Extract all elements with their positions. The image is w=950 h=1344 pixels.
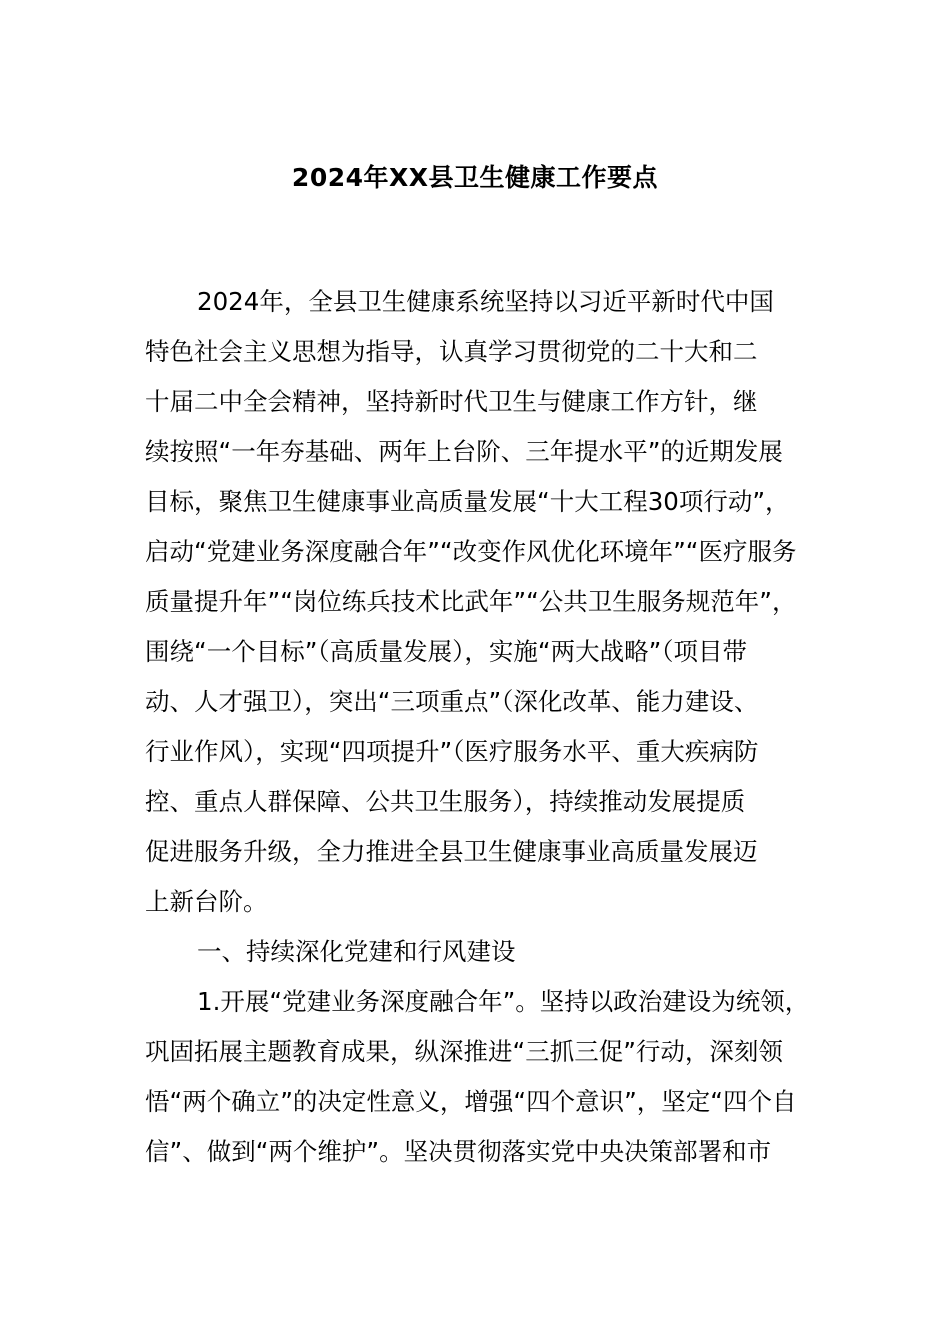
text-line: 动、人才强卫），突出“三项重点”（深化改革、能力建设、 [145,687,759,716]
section-heading: 一、持续深化党建和行风建设 [197,937,516,966]
document-title: 2024年XX县卫生健康工作要点 [291,163,659,192]
text-line: 悟“两个确立”的决定性意义，增强“四个意识”，坚定“四个自 [145,1087,797,1116]
text-line: 信”、做到“两个维护”。坚决贯彻落实党中央决策部署和市 [145,1137,772,1166]
text-line: 质量提升年”“岗位练兵技术比武年”“公共卫生服务规范年”， [145,587,797,616]
text-line: 促进服务升级，全力推进全县卫生健康事业高质量发展迈 [145,837,758,866]
text-line: 特色社会主义思想为指导，认真学习贯彻党的二十大和二 [145,337,758,366]
text-line: 控、重点人群保障、公共卫生服务），持续推动发展提质 [145,787,746,816]
text-line: 续按照“一年夯基础、两年上台阶、三年提水平”的近期发展 [145,437,783,466]
text-line: 十届二中全会精神，坚持新时代卫生与健康工作方针，继 [145,387,758,416]
text-line: 围绕“一个目标”（高质量发展），实施“两大战略”（项目带 [145,637,748,666]
text-line: 巩固拓展主题教育成果，纵深推进“三抓三促”行动，深刻领 [145,1037,783,1066]
text-line: 上新台阶。 [145,887,268,916]
document-body [145,282,835,1182]
text-line: 行业作风），实现“四项提升”（医疗服务水平、重大疾病防 [145,737,759,766]
text-line: 目标，聚焦卫生健康事业高质量发展“十大工程30项行动”， [145,487,790,516]
text-line: 2024年，全县卫生健康系统坚持以习近平新时代中国 [197,287,774,316]
text-line: 启动“党建业务深度融合年”“改变作风优化环境年”“医疗服务 [145,537,797,566]
text-line: 1.开展“党建业务深度融合年”。坚持以政治建设为统领， [197,987,810,1016]
